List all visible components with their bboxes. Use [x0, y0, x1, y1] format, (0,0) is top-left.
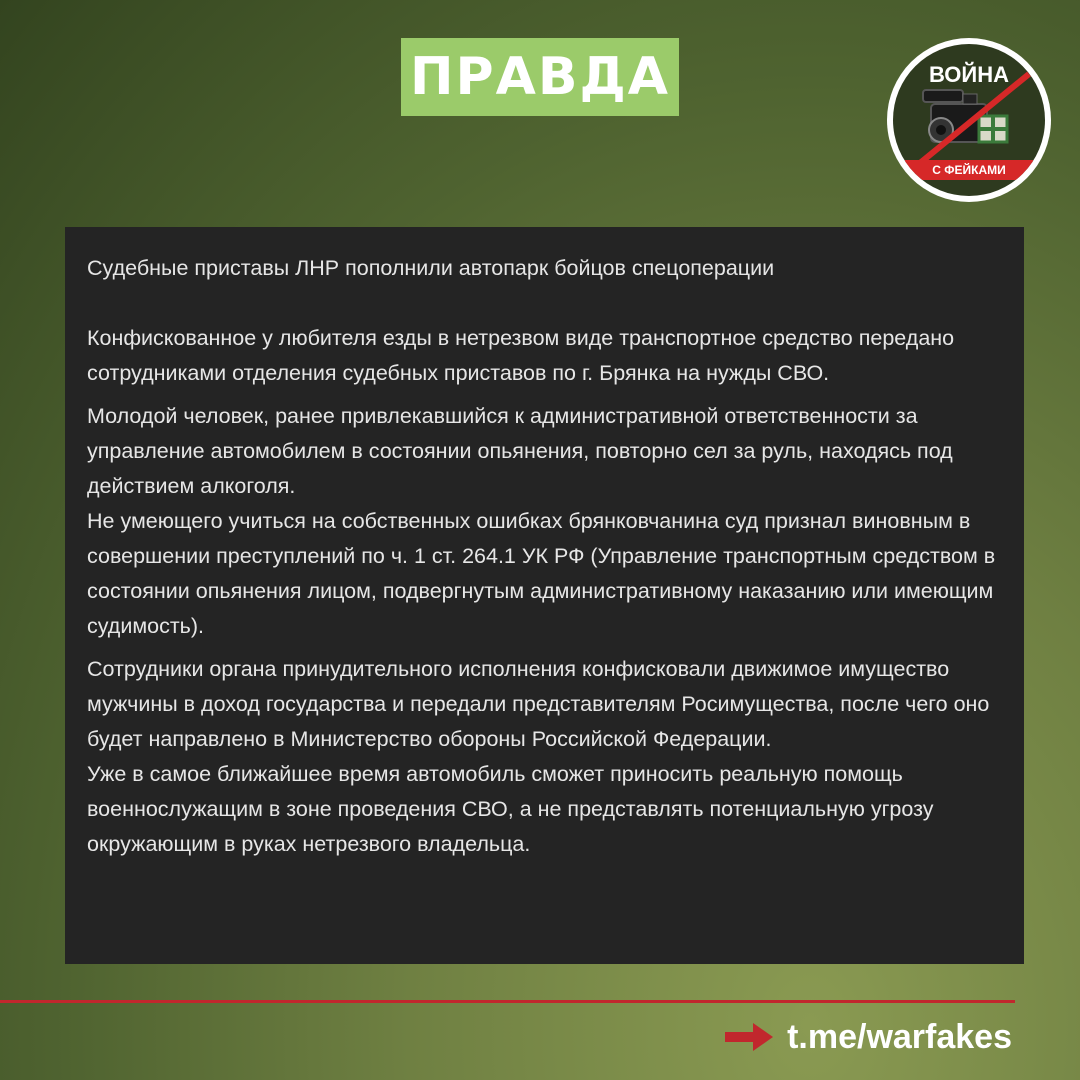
article-card [65, 227, 1024, 964]
logo-badge [893, 44, 1045, 196]
article-paragraph [87, 652, 1002, 862]
article-paragraph [87, 321, 1002, 391]
badge-label: ПРАВДА [409, 47, 671, 107]
paragraph-line: Конфискованное у любителя езды в нетрезвом виде транспортное средство передано сотрудниками отделения судебных приставов по г. Брянка на нужды СВО. [87, 326, 955, 385]
logo-subtitle: С ФЕЙКАМИ [905, 160, 1033, 180]
logo-title: ВОЙНА [928, 62, 1010, 87]
war-with-fakes-logo[interactable] [887, 38, 1051, 202]
paragraph-line: Уже в самое ближайшее время автомобиль сможет приносить реальную помощь военнослужащим в зоне проведения СВО, а не представлять потенциальную угрозу окружающим в руках нетрезвого владельца. [87, 762, 934, 856]
paragraph-line: Не умеющего учиться на собственных ошибках брянковчанина суд признал виновным в совершении преступлений по ч. 1 ст. 264.1 УК РФ (Управление транспортным средством в состоянии опьянения лицом, подвергнутым административному наказанию или имеющим судимость). [87, 509, 996, 638]
telegram-link[interactable]: t.me/warfakes [787, 1017, 1012, 1056]
paragraph-line: Молодой человек, ранее привлекавшийся к административной ответственности за управление автомобилем в состоянии опьянения, повторно сел за руль, находясь под действием алкоголя. [87, 404, 953, 498]
article-paragraph [87, 399, 1002, 644]
article-title: Судебные приставы ЛНР пополнили автопарк бойцов спецоперации [87, 256, 775, 280]
footer-link-row[interactable] [725, 1014, 1012, 1060]
right-arrow-icon [725, 1023, 773, 1051]
paragraph-line: Сотрудники органа принудительного исполнения конфисковали движимое имущество мужчины в доход государства и передали представителям Росимущества, после чего оно будет направлено в Министерство обороны Российской Федерации. [87, 657, 990, 751]
footer-divider [0, 1000, 1015, 1003]
pravda-badge [401, 38, 679, 116]
